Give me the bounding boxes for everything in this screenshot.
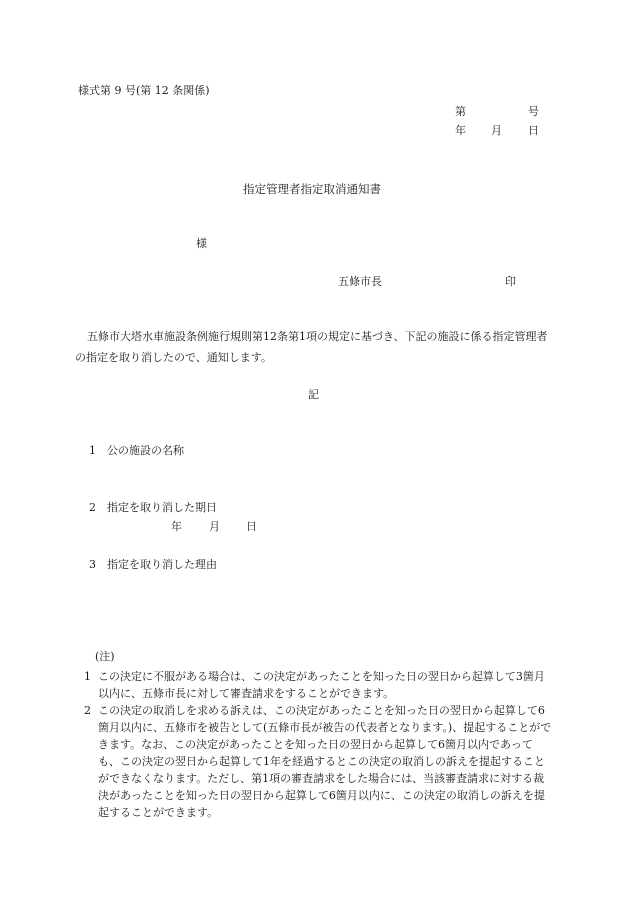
note-item bbox=[78, 702, 553, 821]
seal-mark: 印 bbox=[505, 275, 516, 288]
doc-number-suffix: 号 bbox=[528, 105, 539, 118]
note-text: この決定に不服がある場合は、この決定があったことを知った日の翌日から起算して3箇月以内に、五條市長に対して審査請求をすることができます。 bbox=[98, 670, 545, 700]
note-item bbox=[78, 668, 553, 702]
item-label: 公の施設の名称 bbox=[107, 444, 184, 457]
ki-heading: 記 bbox=[308, 388, 319, 401]
note-text: この決定の取消しを求める訴えは、この決定があったことを知った日の翌日から起算して6箇月以内に、五條市を被告として(五條市長が被告の代表者となります。)、提起することができます。なお、この決定があったことを知った日の翌日から起算して6箇月以内であっても、この決定の翌日から起算して1年を経過するとこの決定の取消しの訴えを提起することができなくなります。ただし、第1項の審査請求をした場合には、当該審査請求に対する裁決があったことを知った日の翌日から起算して6箇月以内に、この決定の取消しの訴えを提起することができます。 bbox=[98, 704, 552, 819]
note-number: 1 bbox=[84, 670, 91, 683]
item-revocation-date bbox=[89, 501, 217, 516]
sender-name: 五條市長 bbox=[338, 275, 382, 288]
item-facility-name bbox=[89, 444, 184, 459]
form-number: 様式第 9 号(第 12 条関係) bbox=[78, 84, 210, 97]
item-label: 指定を取り消した期日 bbox=[107, 501, 217, 514]
date-day-label: 日 bbox=[528, 124, 539, 137]
doc-number-prefix: 第 bbox=[455, 105, 466, 118]
notes-list bbox=[78, 668, 553, 821]
document-title: 指定管理者指定取消通知書 bbox=[243, 182, 381, 196]
item2-day-label: 日 bbox=[246, 520, 257, 533]
item-label: 指定を取り消した理由 bbox=[107, 558, 217, 571]
item-number: 3 bbox=[89, 558, 96, 571]
item-revocation-reason bbox=[89, 558, 217, 573]
item2-year-label: 年 bbox=[171, 520, 182, 533]
addressee-honorific: 様 bbox=[196, 237, 207, 250]
date-month-label: 月 bbox=[491, 124, 502, 137]
item-number: 2 bbox=[89, 501, 96, 514]
note-header: (注) bbox=[95, 650, 115, 663]
body-paragraph: 五條市大塔水車施設条例施行規則第12条第1項の規定に基づき、下記の施設に係る指定管理者の指定を取り消したので、通知します。 bbox=[75, 330, 548, 364]
item2-month-label: 月 bbox=[209, 520, 220, 533]
item-number: 1 bbox=[89, 444, 96, 457]
note-number: 2 bbox=[84, 704, 91, 717]
date-year-label: 年 bbox=[455, 124, 466, 137]
